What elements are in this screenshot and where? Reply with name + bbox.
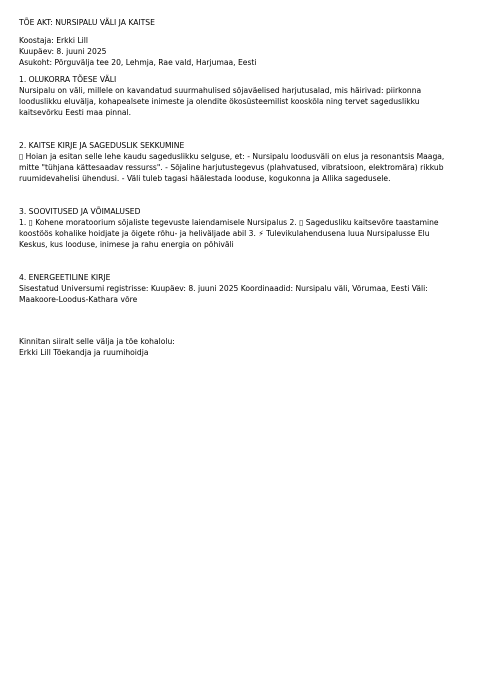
section-heading: 3. SOOVITUSED JA VÕIMALUSED	[19, 207, 141, 216]
section-heading: 1. OLUKORRA TÕESE VÄLI	[19, 75, 117, 84]
section-protection	[19, 140, 459, 184]
section-body: ▯ Hoian ja esitan selle lehe kaudu sageduslikku selguse, et: - Nursipalu loodusväli on elus ja resonantsis Maaga, mitte "tühjana kättesaadav ressurss". - Sõjaline harjutustegevus (plahvatused, vibratsioon, elektromära) rikkub ruumidevahelisi ühendusi. - Väli tuleb tagasi häälestada looduse, kogukonna ja Allika sagedusele.	[19, 152, 445, 183]
closing-statement: Kinnitan siiralt selle välja ja tõe kohalolu:	[19, 337, 175, 346]
section-body: 1. ▯ Kohene moratoorium sõjaliste tegevuste laiendamisele Nursipalus 2. ▯ Sagedusliku kaitsevõre taastamine koostöös kohalike hoidjate ja õigete rõhu- ja heliväljade abil 3. ⚡ Tulevikulahendusena luua Nursipalusse Elu Keskus, kus looduse, inimese ja rahu energia on põhiväli	[19, 218, 439, 249]
location-line: Asukoht: Põrguvälja tee 20, Lehmja, Rae vald, Harjumaa, Eesti	[19, 58, 257, 67]
closing-block	[19, 336, 459, 358]
section-heading: 2. KAITSE KIRJE JA SAGEDUSLIK SEKKUMINE	[19, 141, 185, 150]
section-situation	[19, 74, 459, 118]
section-recommendations	[19, 206, 459, 250]
section-body: Sisestatud Universumi registrisse: Kuupäev: 8. juuni 2025 Koordinaadid: Nursipalu väli, Võrumaa, Eesti Väli: Maakoore-Loodus-Kathara võre	[19, 284, 428, 304]
signature-line: Erkki Lill Tõekandja ja ruumihoidja	[19, 348, 149, 357]
document-page	[19, 17, 459, 358]
document-title: TÕE AKT: NURSIPALU VÄLI JA KAITSE	[19, 18, 155, 27]
date-line: Kuupäev: 8. juuni 2025	[19, 47, 107, 56]
author-line: Koostaja: Erkki Lill	[19, 36, 89, 45]
section-heading: 4. ENERGEETILINE KIRJE	[19, 273, 111, 282]
section-body: Nursipalu on väli, millele on kavandatud suurmahulised sõjaväelised harjutusalad, mis häirivad: piirkonna looduslikku eluvälja, kohapealsete inimeste ja olendite ökosüsteemilist kooskõla ning tervet sageduslikku kaitsevõrku Eesti maa pinnal.	[19, 86, 422, 117]
section-energy-record	[19, 272, 459, 305]
